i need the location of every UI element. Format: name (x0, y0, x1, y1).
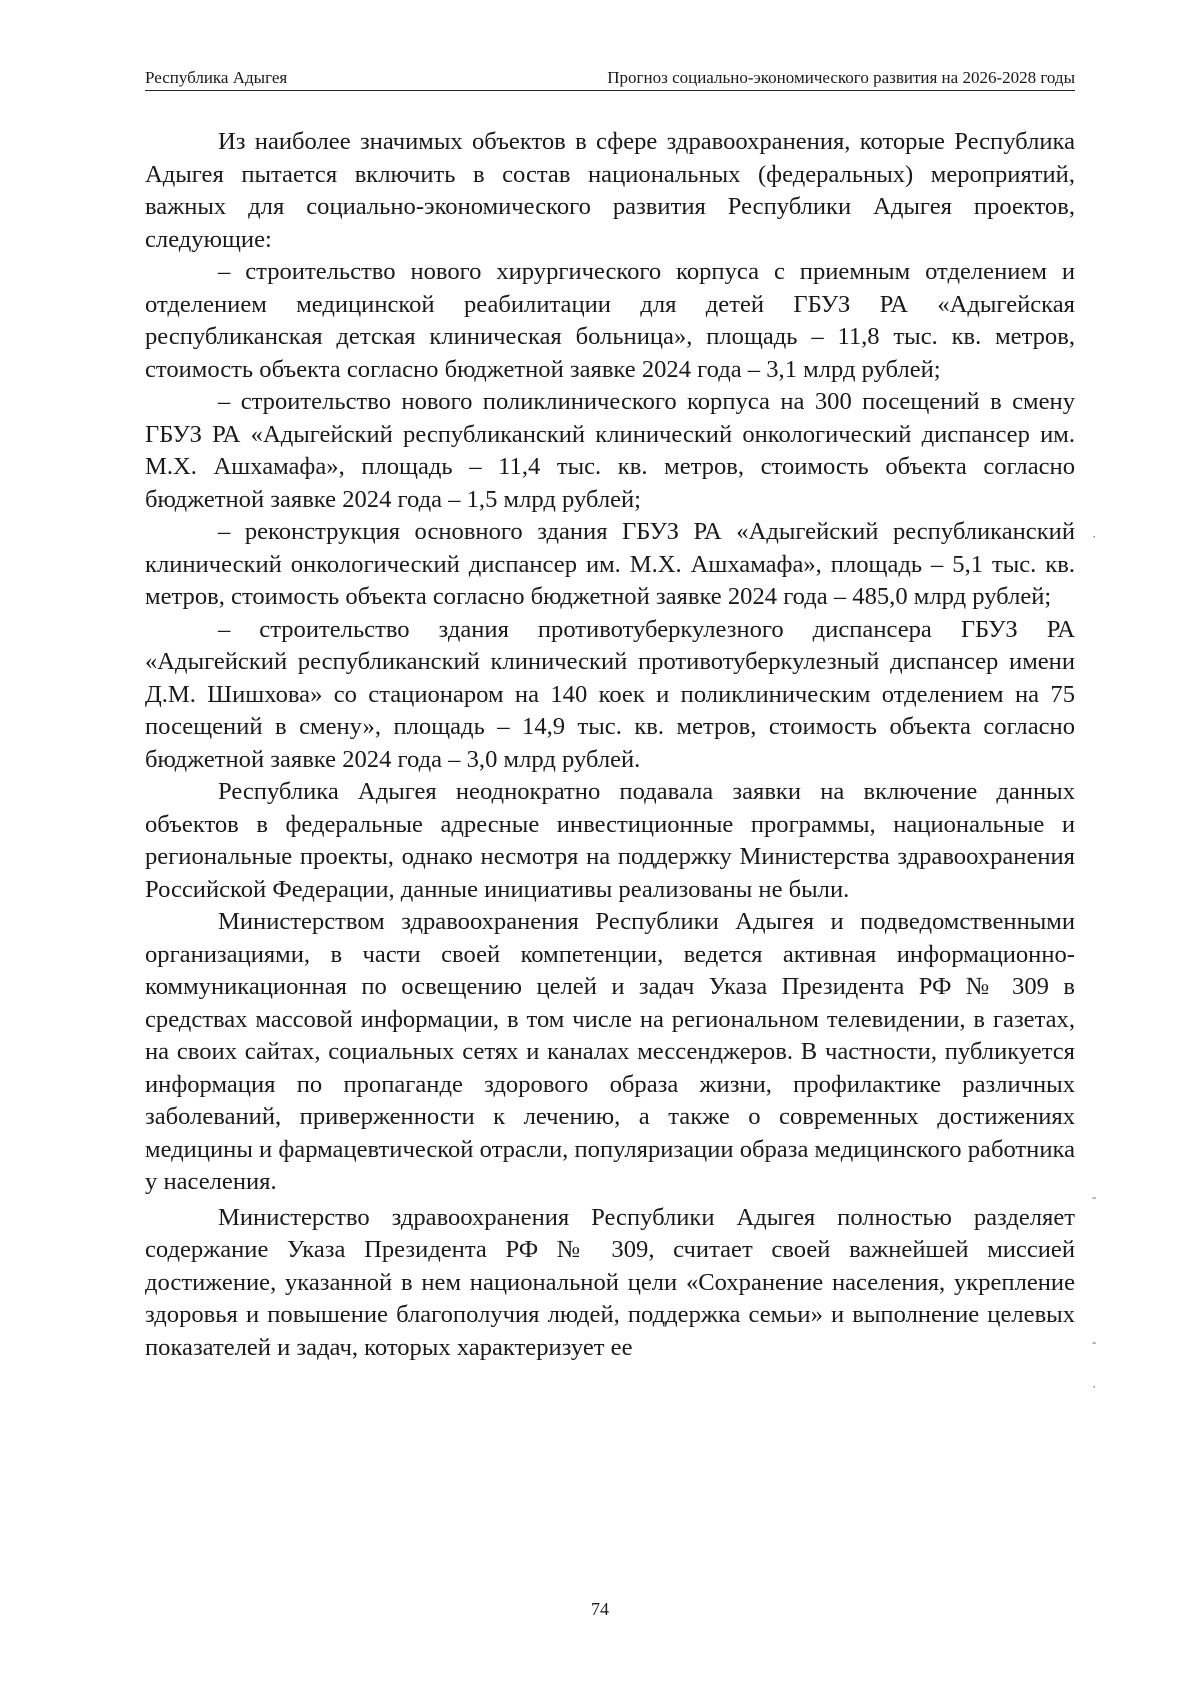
scan-speck-mark: - (1092, 1189, 1097, 1204)
list-item-oncology-reconstruction: – реконструкция основного здания ГБУЗ РА «Адыгейский республиканский клинический онкологический диспансер им. М.Х. Ашхамафа», площадь – 5,1 тыс. кв. метров, стоимость объекта согласно бюджетной заявке 2024 года – 485,0 млрд рублей; (145, 518, 1075, 610)
scan-speck-mark: - (1092, 1334, 1097, 1349)
body-text (145, 126, 1075, 1364)
list-item-tuberculosis-dispensary: – строительство здания противотуберкулезного диспансера ГБУЗ РА «Адыгейский республиканский клинический противотуберкулезный диспансер имени Д.М. Шишхова» со стационаром на 140 коек и поликлиническим отделением на 75 посещений в смену», площадь – 14,9 тыс. кв. метров, стоимость объекта согласно бюджетной заявке 2024 года – 3,0 млрд рублей. (145, 615, 1075, 773)
paragraph-intro: Из наиболее значимых объектов в сфере здравоохранения, которые Республика Адыгея пытается включить в состав национальных (федеральных) мероприятий, важных для социально-экономического развития Республики Адыгея проектов, следующие: (145, 128, 1075, 253)
list-item-surgical-building: – строительство нового хирургического корпуса с приемным отделением и отделением медицинской реабилитации для детей ГБУЗ РА «Адыгейская республиканская детская клиническая больница», площадь – 11,8 тыс. кв. метров, стоимость объекта согласно бюджетной заявке 2024 года – 3,1 млрд рублей; (145, 258, 1075, 383)
paragraph-information-campaign: Министерством здравоохранения Республики Адыгея и подведомственными организациями, в части своей компетенции, ведется активная информационно-коммуникационная по освещению целей и задач Указа Президента РФ № 309 в средствах массовой информации, в том числе на региональном телевидении, в газетах, на своих сайтах, социальных сетях и каналах мессенджеров. В частности, публикуется информация по пропаганде здорового образа жизни, профилактике различных заболеваний, приверженности к лечению, а также о современных достижениях медицины и фармацевтической отрасли, популяризации образа медицинского работника у населения. (145, 908, 1075, 1195)
paragraph-ministry-mission: Министерство здравоохранения Республики Адыгея полностью разделяет содержание Указа Президента РФ № 309, считает своей важнейшей миссией достижение, указанной в нем национальной цели «Сохранение населения, укрепление здоровья и повышение благополучия людей, поддержка семьи» и выполнение целевых показателей и задач, которых характеризует ее (145, 1203, 1075, 1361)
list-item-polyclinic-building: – строительство нового поликлинического корпуса на 300 посещений в смену ГБУЗ РА «Адыгейский республиканский клинический онкологический диспансер им. М.Х. Ашхамафа», площадь – 11,4 тыс. кв. метров, стоимость объекта согласно бюджетной заявке 2024 года – 1,5 млрд рублей; (145, 388, 1075, 513)
running-header (145, 68, 1075, 91)
header-region: Республика Адыгея (145, 68, 288, 87)
scan-speck-mark: · (1092, 529, 1097, 544)
header-document-title: Прогноз социально-экономического развития на 2026-2028 годы (607, 68, 1075, 87)
page-number: 74 (591, 1599, 609, 1619)
paragraph-applications: Республика Адыгея неоднократно подавала заявки на включение данных объектов в федеральные адресные инвестиционные программы, национальные и региональные проекты, однако несмотря на поддержку Министерства здравоохранения Российской Федерации, данные инициативы реализованы не были. (145, 778, 1075, 903)
scan-speck-mark: · (1092, 1379, 1097, 1394)
